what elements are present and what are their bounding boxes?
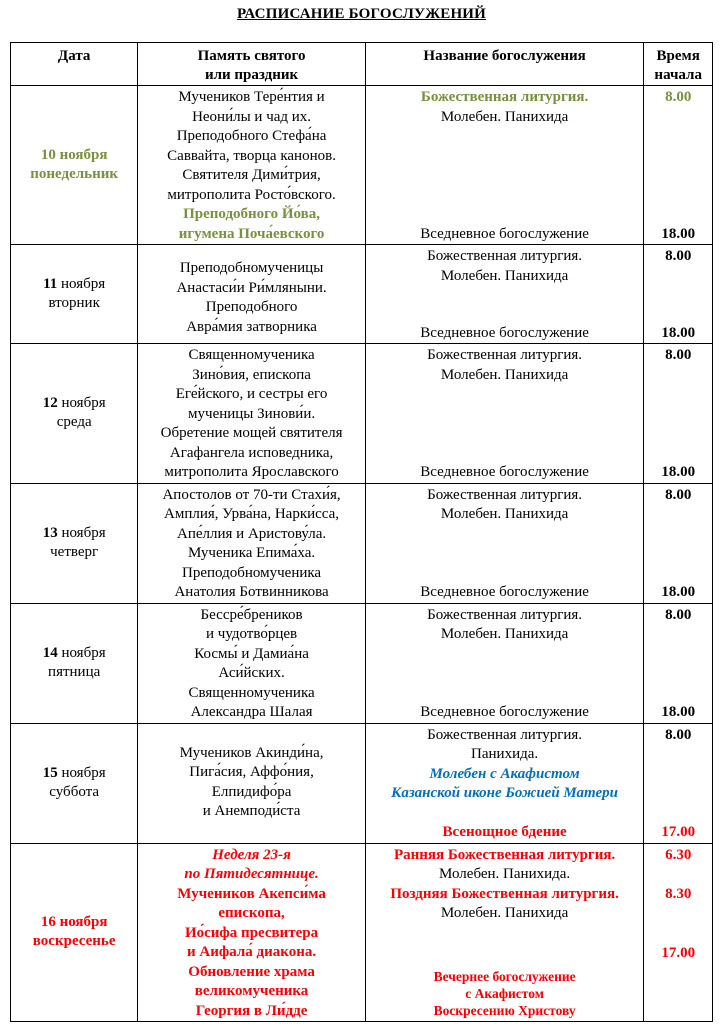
date-cell: 12 ноября среда: [11, 344, 138, 484]
date-cell: 14 ноября пятница: [11, 603, 138, 723]
service-cell: Божественная литургия. Молебен. Панихида Вседневное богослужение: [365, 344, 644, 484]
table-row: [11, 245, 713, 344]
date-cell: 15 ноября суббота: [11, 723, 138, 843]
table-row: [11, 723, 713, 843]
header-service: Название богослужения: [365, 43, 644, 86]
time-cell: 8.00 18.00: [644, 483, 713, 603]
time-cell: 8.00 18.00: [644, 603, 713, 723]
service-cell: Божественная литургия. Молебен. Панихида Вседневное богослужение: [365, 245, 644, 344]
table-row: [11, 344, 713, 484]
time-cell: 8.00 18.00: [644, 245, 713, 344]
saint-cell: Неделя 23-я по Пятидесятнице. Мучеников Акепси́ма епископа, Ио́сифа пресвитера и Аифала́ диакона. Обновление храма великомученика Георгия в Ли́дде: [138, 843, 365, 1022]
service-cell: Божественная литургия. Молебен. Панихида Вседневное богослужение: [365, 603, 644, 723]
table-row: [11, 603, 713, 723]
table-row: [11, 843, 713, 1022]
saint-cell: Бессре́бреников и чудотво́рцев Космы́ и Дамиа́на Аси́йских. Священномученика Александра Шалая: [138, 603, 365, 723]
table-row: [11, 483, 713, 603]
saint-cell: Мучеников Тере́нтия и Неони́лы и чад их. Преподобного Стефа́на Саввайта, творца канонов. Святителя Дими́трия, митрополита Росто́вского. Преподобного Йо́ва, игумена Поча́евского: [138, 86, 365, 245]
header-date: Дата: [11, 43, 138, 86]
date-cell: 13 ноября четверг: [11, 483, 138, 603]
time-cell: 8.00 18.00: [644, 344, 713, 484]
date-cell: 16 ноября воскресенье: [11, 843, 138, 1022]
time-cell: 6.30 8.30 17.00: [644, 843, 713, 1022]
saint-cell: Мучеников Акинди́на, Пига́сия, Аффо́ния, Елпидифо́ра и Анемподи́ста: [138, 723, 365, 843]
saint-cell: Священномученика Зино́вия, епископа Еге́йского, и сестры его мученицы Зинови́и. Обретение мощей святителя Агафангела исповедника, митрополита Ярославского: [138, 344, 365, 484]
time-cell: 8.00 18.00: [644, 86, 713, 245]
header-saint: Память святого или праздник: [138, 43, 365, 86]
service-cell: Божественная литургия. Молебен. Панихида Вседневное богослужение: [365, 86, 644, 245]
date-cell: 10 ноября понедельник: [11, 86, 138, 245]
service-cell: Ранняя Божественная литургия. Молебен. Панихида. Поздняя Божественная литургия. Молебен. Панихида Вечернее богослужение с Акафистом Воскресению Христову: [365, 843, 644, 1022]
time-cell: 8.00 17.00: [644, 723, 713, 843]
saint-cell: Преподобномученицы Анастаси́и Ри́мляныни. Преподобного Авра́мия затворника: [138, 245, 365, 344]
service-cell: Божественная литургия. Панихида. Молебен с Акафистом Казанской иконе Божией Матери Всенощное бдение: [365, 723, 644, 843]
table-row: [11, 86, 713, 245]
header-row: [11, 43, 713, 86]
saint-cell: Апостолов от 70-ти Стахи́я, Амплия́, Урва́на, Нарки́сса, Апе́ллия и Аристову́ла. Мученика Епима́ха. Преподобномученика Анатолия Ботвинникова: [138, 483, 365, 603]
schedule-table: [10, 42, 713, 1022]
header-time: Время начала: [644, 43, 713, 86]
date-cell: 11 ноября вторник: [11, 245, 138, 344]
service-cell: Божественная литургия. Молебен. Панихида Вседневное богослужение: [365, 483, 644, 603]
page-title: РАСПИСАНИЕ БОГОСЛУЖЕНИЙ: [236, 6, 487, 22]
